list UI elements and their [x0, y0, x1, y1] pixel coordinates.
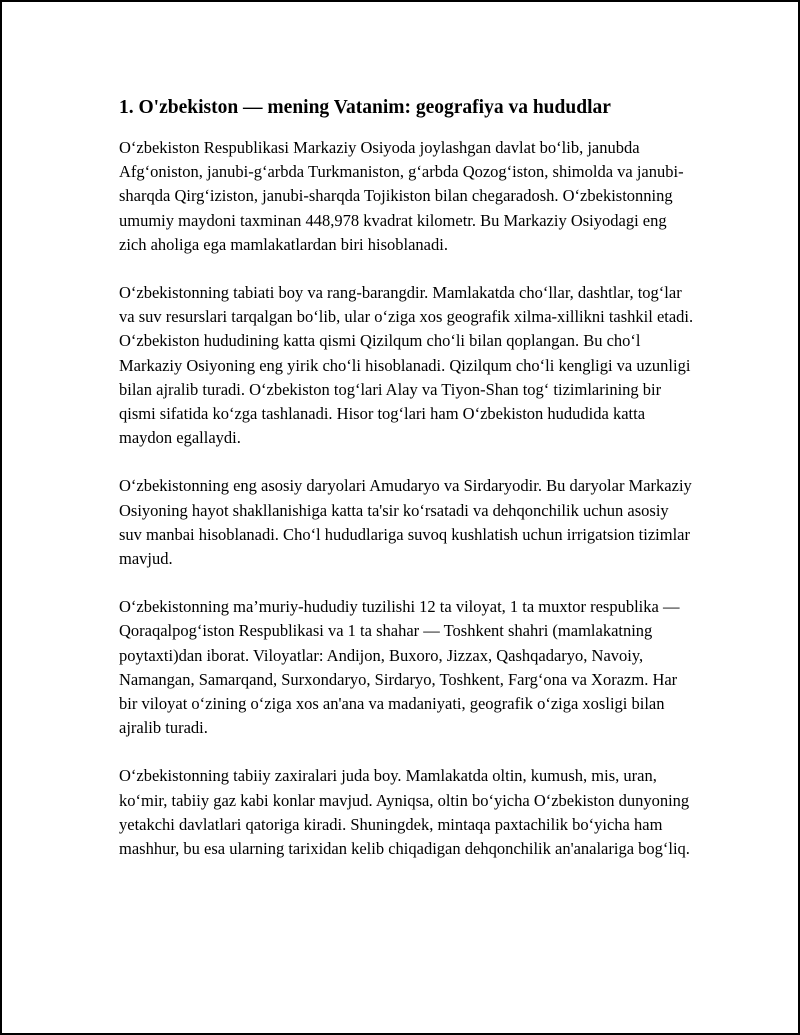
- document-body: [119, 94, 694, 861]
- paragraph-borders: O‘zbekiston Respublikasi Markaziy Osiyoda joylashgan davlat bo‘lib, janubda Afg‘oniston, janubi-g‘arbda Turkmaniston, g‘arbda Qozog‘iston, shimolda va janubi-sharqda Qirg‘iziston, janubi-sharqda Tojikiston bilan chegaradosh. O‘zbekistonning umumiy maydoni taxminan 448,978 kvadrat kilometr. Bu Markaziy Osiyodagi eng zich aholiga ega mamlakatlardan biri hisoblanadi.: [119, 138, 684, 254]
- paragraph-administrative-divisions: O‘zbekistonning ma’muriy-hududiy tuzilishi 12 ta viloyat, 1 ta muxtor respublika — Qoraqalpog‘iston Respublikasi va 1 ta shahar — Toshkent shahri (mamlakatning poytaxti)dan iborat. Viloyatlar: Andijon, Buxoro, Jizzax, Qashqadaryo, Navoiy, Namangan, Samarqand, Surxondaryo, Sirdaryo, Toshkent, Farg‘ona va Xorazm. Har bir viloyat o‘zining o‘ziga xos an'ana va madaniyati, geografik o‘ziga xosligi bilan ajralib turadi.: [119, 597, 680, 738]
- paragraph-natural-resources: O‘zbekistonning tabiiy zaxiralari juda boy. Mamlakatda oltin, kumush, mis, uran, ko‘mir, tabiiy gaz kabi konlar mavjud. Ayniqsa, oltin bo‘yicha O‘zbekiston dunyoning yetakchi davlatlari qatoriga kiradi. Shuningdek, mintaqa paxtachilik bo‘yicha ham mashhur, bu esa ularning tarixidan kelib chiqadigan dehqonchilik an'analariga bog‘liq.: [119, 766, 690, 859]
- document-title: 1. O'zbekiston — mening Vatanim: geografiya va hududlar: [119, 97, 611, 118]
- paragraph-rivers: O‘zbekistonning eng asosiy daryolari Amudaryo va Sirdaryodir. Bu daryolar Markaziy Osiyoning hayot shakllanishiga katta ta'sir ko‘rsatadi va dehqonchilik uchun asosiy suv manbai hisoblanadi. Cho‘l hududlariga suvoq kushlatish uchun irrigatsion tizimlar mavjud.: [119, 476, 692, 569]
- paragraph-nature: O‘zbekistonning tabiati boy va rang-barangdir. Mamlakatda cho‘llar, dashtlar, tog‘lar va suv resurslari tarqalgan bo‘lib, ular o‘ziga xos geografik xilma-xillikni tashkil etadi. O‘zbekiston hududining katta qismi Qizilqum cho‘li bilan qoplangan. Bu cho‘l Markaziy Osiyoning eng yirik cho‘li hisoblanadi. Qizilqum cho‘li kengligi va uzunligi bilan ajralib turadi. O‘zbekiston tog‘lari Alay va Tiyon-Shan tog‘ tizimlarining bir qismi sifatida ko‘zga tashlanadi. Hisor tog‘lari ham O‘zbekiston hududida katta maydon egallaydi.: [119, 283, 694, 448]
